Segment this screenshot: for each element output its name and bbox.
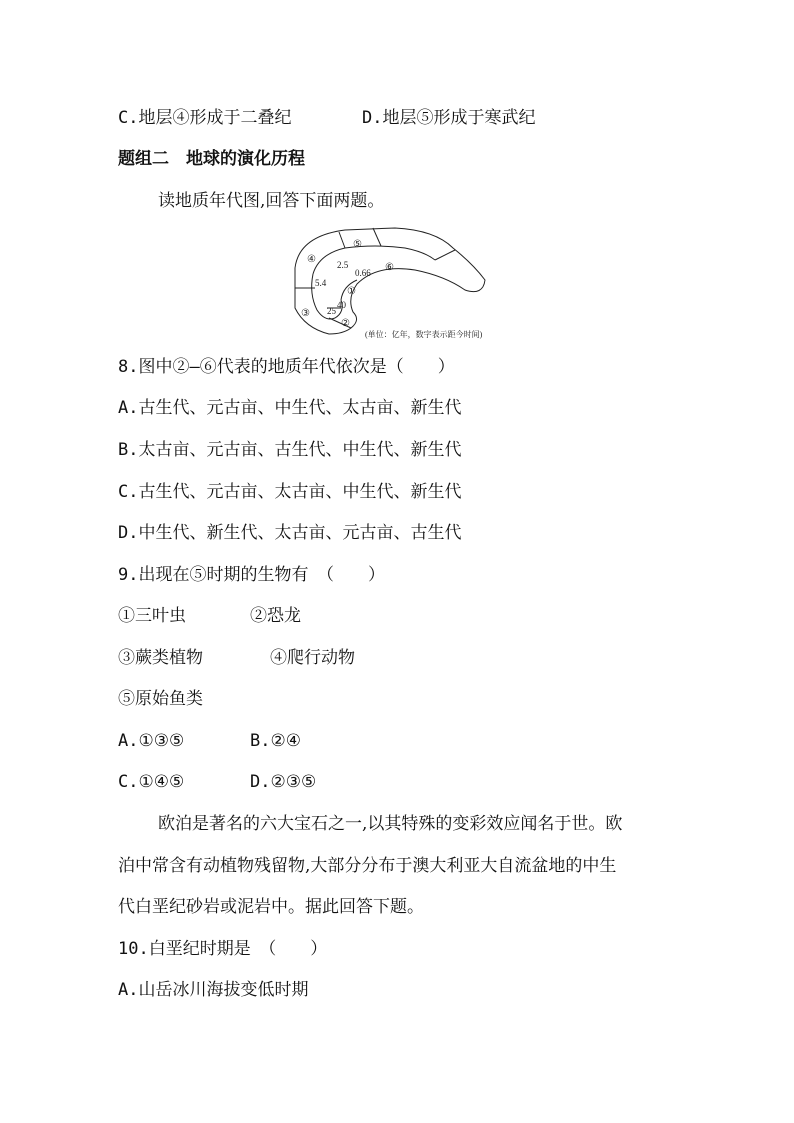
value-25: 25 [327,306,336,316]
divider-3 [435,250,455,260]
geologic-time-figure [285,224,515,344]
q8-option-b: B.太古亩、元古亩、古生代、中生代、新生代 [118,440,462,460]
q10-option-a: A.山岳冰川海拔变低时期 [118,980,309,1000]
value-5-4: 5.4 [315,278,327,288]
q9-option-b: B.②④ [250,731,301,751]
figure-note: (单位：亿年，数字表示距今时间) [365,330,483,339]
spiral-inner-upper [313,246,435,274]
spiral-diagram [285,224,515,344]
q9-item-4: ④爬行动物 [270,648,355,668]
label-2: ② [341,318,350,329]
q9-item-1: ①三叶虫 [118,606,186,626]
label-4: ④ [307,254,316,265]
section-title: 题组二 地球的演化历程 [118,149,305,169]
passage-line-1: 欧泊是著名的六大宝石之一,以其特殊的变彩效应闻名于世。欧 [158,814,623,834]
q9-item-3: ③蕨类植物 [118,648,203,668]
q7-option-d: D.地层⑤形成于寒武纪 [362,108,536,128]
intro-text: 读地质年代图,回答下面两题。 [158,191,385,211]
q9-option-c: C.①④⑤ [118,772,185,792]
label-1: ① [347,286,356,297]
label-6: ⑥ [385,262,394,273]
q9-item-5: ⑤原始鱼类 [118,689,203,709]
label-3: ③ [301,308,310,319]
q8-option-d: D.中生代、新生代、太古亩、元古亩、古生代 [118,523,462,543]
q8-option-c: C.古生代、元古亩、太古亩、中生代、新生代 [118,482,462,502]
divider-1 [339,232,345,248]
q7-option-c: C.地层④形成于二叠纪 [118,108,292,128]
q8-stem: 8.图中②—⑥代表的地质年代依次是（ ） [118,357,455,377]
value-40: 40 [337,300,346,310]
q9-option-d: D.②③⑤ [250,772,317,792]
q9-option-a: A.①③⑤ [118,731,185,751]
value-0-66: 0.66 [355,268,371,278]
label-5: ⑤ [353,239,362,250]
divider-2 [373,228,381,246]
q8-option-a: A.古生代、元古亩、中生代、太古亩、新生代 [118,398,462,418]
passage-line-3: 代白垩纪砂岩或泥岩中。据此回答下题。 [118,897,424,917]
q9-stem: 9.出现在⑤时期的生物有 （ ） [118,565,385,585]
value-2-5: 2.5 [337,260,349,270]
q9-item-2: ②恐龙 [250,606,301,626]
passage-line-2: 泊中常含有动植物残留物,大部分分布于澳大利亚大自流盆地的中生 [118,856,617,876]
q10-stem: 10.白垩纪时期是 （ ） [118,939,328,959]
